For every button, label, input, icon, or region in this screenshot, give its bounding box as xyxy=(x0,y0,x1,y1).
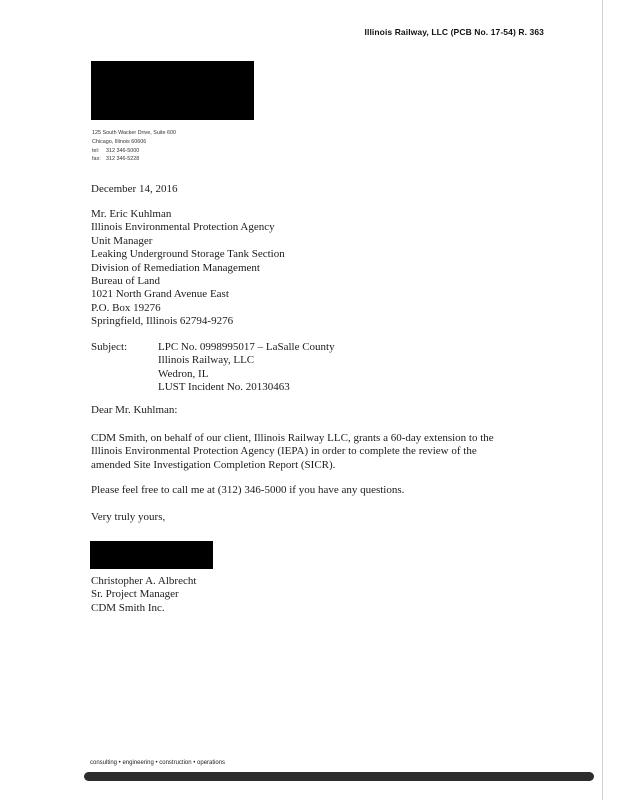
letter-date: December 14, 2016 xyxy=(91,183,178,195)
subject-block xyxy=(91,341,335,395)
subject-lines xyxy=(158,341,335,395)
fax-label: fax: xyxy=(92,156,101,163)
recipient-line: Mr. Eric Kuhlman xyxy=(91,208,172,220)
body-line: CDM Smith, on behalf of our client, Illinois Railway LLC, grants a 60-day extension to the xyxy=(91,432,494,444)
body-paragraph-1 xyxy=(91,432,521,472)
signer-block xyxy=(91,575,196,615)
letterhead-address xyxy=(92,129,176,164)
subject-line: Illinois Railway, LLC xyxy=(158,354,255,367)
redacted-logo-block xyxy=(91,61,254,120)
subject-line: LUST Incident No. 20130463 xyxy=(158,381,290,394)
body-line: Illinois Environmental Protection Agency (IEPA) in order to complete the review of the xyxy=(91,445,477,458)
recipient-line: Unit Manager xyxy=(91,234,153,247)
address-line: 125 South Wacker Drive, Suite 600 xyxy=(92,130,176,136)
fax-number: 312 346-5228 xyxy=(106,156,140,163)
scan-margin-line xyxy=(602,0,603,800)
redacted-signature-block xyxy=(90,541,213,569)
signer-company: CDM Smith Inc. xyxy=(91,601,165,614)
body-line: amended Site Investigation Completion Report (SICR). xyxy=(91,458,336,471)
address-line: Chicago, Illinois 60606 xyxy=(92,138,147,145)
recipient-line: Springfield, Illinois 62794-9276 xyxy=(91,315,234,328)
recipient-line: P.O. Box 19276 xyxy=(91,301,161,314)
recipient-line: Leaking Underground Storage Tank Section xyxy=(91,248,285,261)
footer-rule xyxy=(84,772,594,781)
signer-name: Christopher A. Albrecht xyxy=(91,575,197,587)
recipient-block xyxy=(91,208,285,329)
tel-line xyxy=(92,147,176,156)
recipient-line: Bureau of Land xyxy=(91,275,161,288)
tel-label: tel: xyxy=(92,147,100,154)
fax-line xyxy=(92,155,176,164)
signer-title: Sr. Project Manager xyxy=(91,588,179,601)
tel-number: 312 346-5000 xyxy=(106,147,140,154)
body-paragraph-2: Please feel free to call me at (312) 346-5000 if you have any questions. xyxy=(91,484,405,496)
subject-label: Subject: xyxy=(91,341,128,353)
subject-line: Wedron, IL xyxy=(158,367,209,380)
salutation: Dear Mr. Kuhlman: xyxy=(91,404,178,416)
recipient-line: Illinois Environmental Protection Agency xyxy=(91,221,275,234)
closing: Very truly yours, xyxy=(91,511,166,523)
subject-line: LPC No. 0998995017 – LaSalle County xyxy=(158,341,335,353)
recipient-line: 1021 North Grand Avenue East xyxy=(91,288,229,301)
recipient-line: Division of Remediation Management xyxy=(91,261,260,274)
footer-tagline: consulting • engineering • construction • operations xyxy=(90,760,226,766)
page-header-reference: Illinois Railway, LLC (PCB No. 17-54) R. 363 xyxy=(364,27,544,37)
